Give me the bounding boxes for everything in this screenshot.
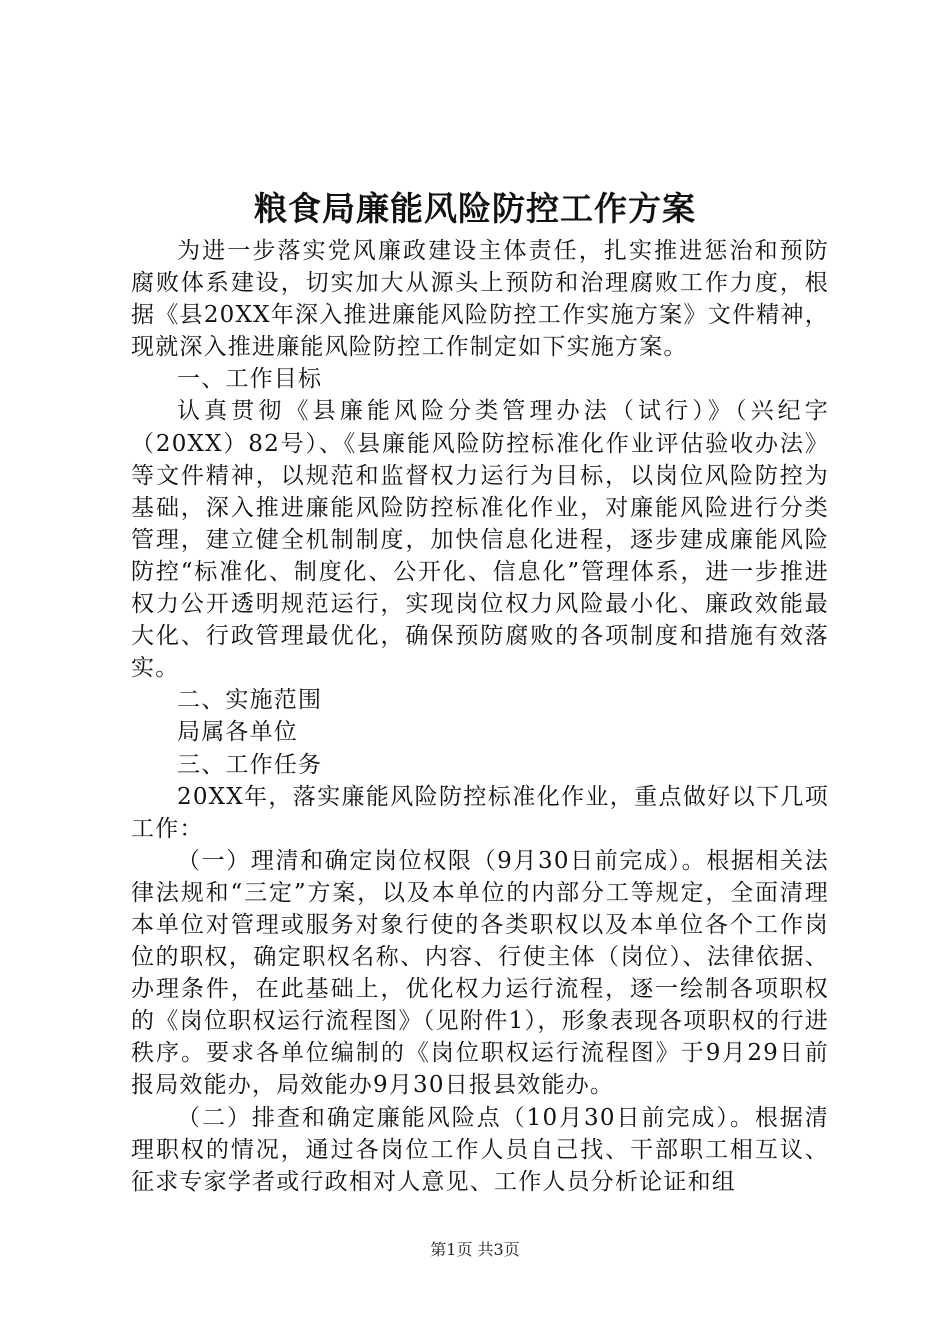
paragraph-scope: 局属各单位 bbox=[177, 719, 298, 746]
paragraph-task-2: （二）排查和确定廉能风险点（10月30日前完成）。根据清理职权的情况，通过各岗位工作人员自己找、干部职工相互议、征求专家学者或行政相对人意见、工作人员分析论证和组 bbox=[131, 1104, 829, 1195]
paragraph-task-1: （一）理清和确定岗位权限（9月30日前完成）。根据相关法律法规和“三定”方案，以及本单位的内部分工等规定，全面清理本单位对管理或服务对象行使的各类职权以及本单位各个工作岗位的职权，确定职权名称、内容、行使主体（岗位）、法律依据、办理条件，在此基础上，优化权力运行流程，逐一绘制各项职权的《岗位职权运行流程图》（见附件1），形象表现各项职权的行进秩序。要求各单位编制的《岗位职权运行流程图》于9月29日前报局效能办，局效能办9月30日报县效能办。 bbox=[131, 847, 829, 1099]
paragraph-tasks-intro: 20XX年，落实廉能风险防控标准化作业，重点做好以下几项工作： bbox=[131, 783, 829, 842]
page-footer: 第1页 共3页 bbox=[430, 1240, 520, 1259]
section-heading-goal: 一、工作目标 bbox=[177, 366, 323, 393]
paragraph-goal: 认真贯彻《县廉能风险分类管理办法（试行）》（兴纪字（20XX）82号）、《县廉能风险防控标准化作业评估验收办法》等文件精神，以规范和监督权力运行为目标，以岗位风险防控为基础，深入推进廉能风险防控标准化作业，对廉能风险进行分类管理，建立健全机制制度，加快信息化进程，逐步建成廉能风险防控“标准化、制度化、公开化、信息化”管理体系，进一步推进权力公开透明规范运行，实现岗位权力风险最小化、廉政效能最大化、行政管理最优化，确保预防腐败的各项制度和措施有效落实。 bbox=[131, 398, 829, 682]
paragraph-intro: 为进一步落实党风廉政建设主体责任，扎实推进惩治和预防腐败体系建设，切实加大从源头上预防和治理腐败工作力度，根据《县20XX年深入推进廉能风险防控工作实施方案》文件精神，现就深入推进廉能风险防控工作制定如下实施方案。 bbox=[131, 238, 829, 361]
section-heading-tasks: 三、工作任务 bbox=[177, 751, 323, 778]
section-heading-scope: 二、实施范围 bbox=[177, 687, 323, 714]
document-body bbox=[131, 235, 829, 1198]
document-title: 粮食局廉能风险防控工作方案 bbox=[254, 189, 696, 228]
